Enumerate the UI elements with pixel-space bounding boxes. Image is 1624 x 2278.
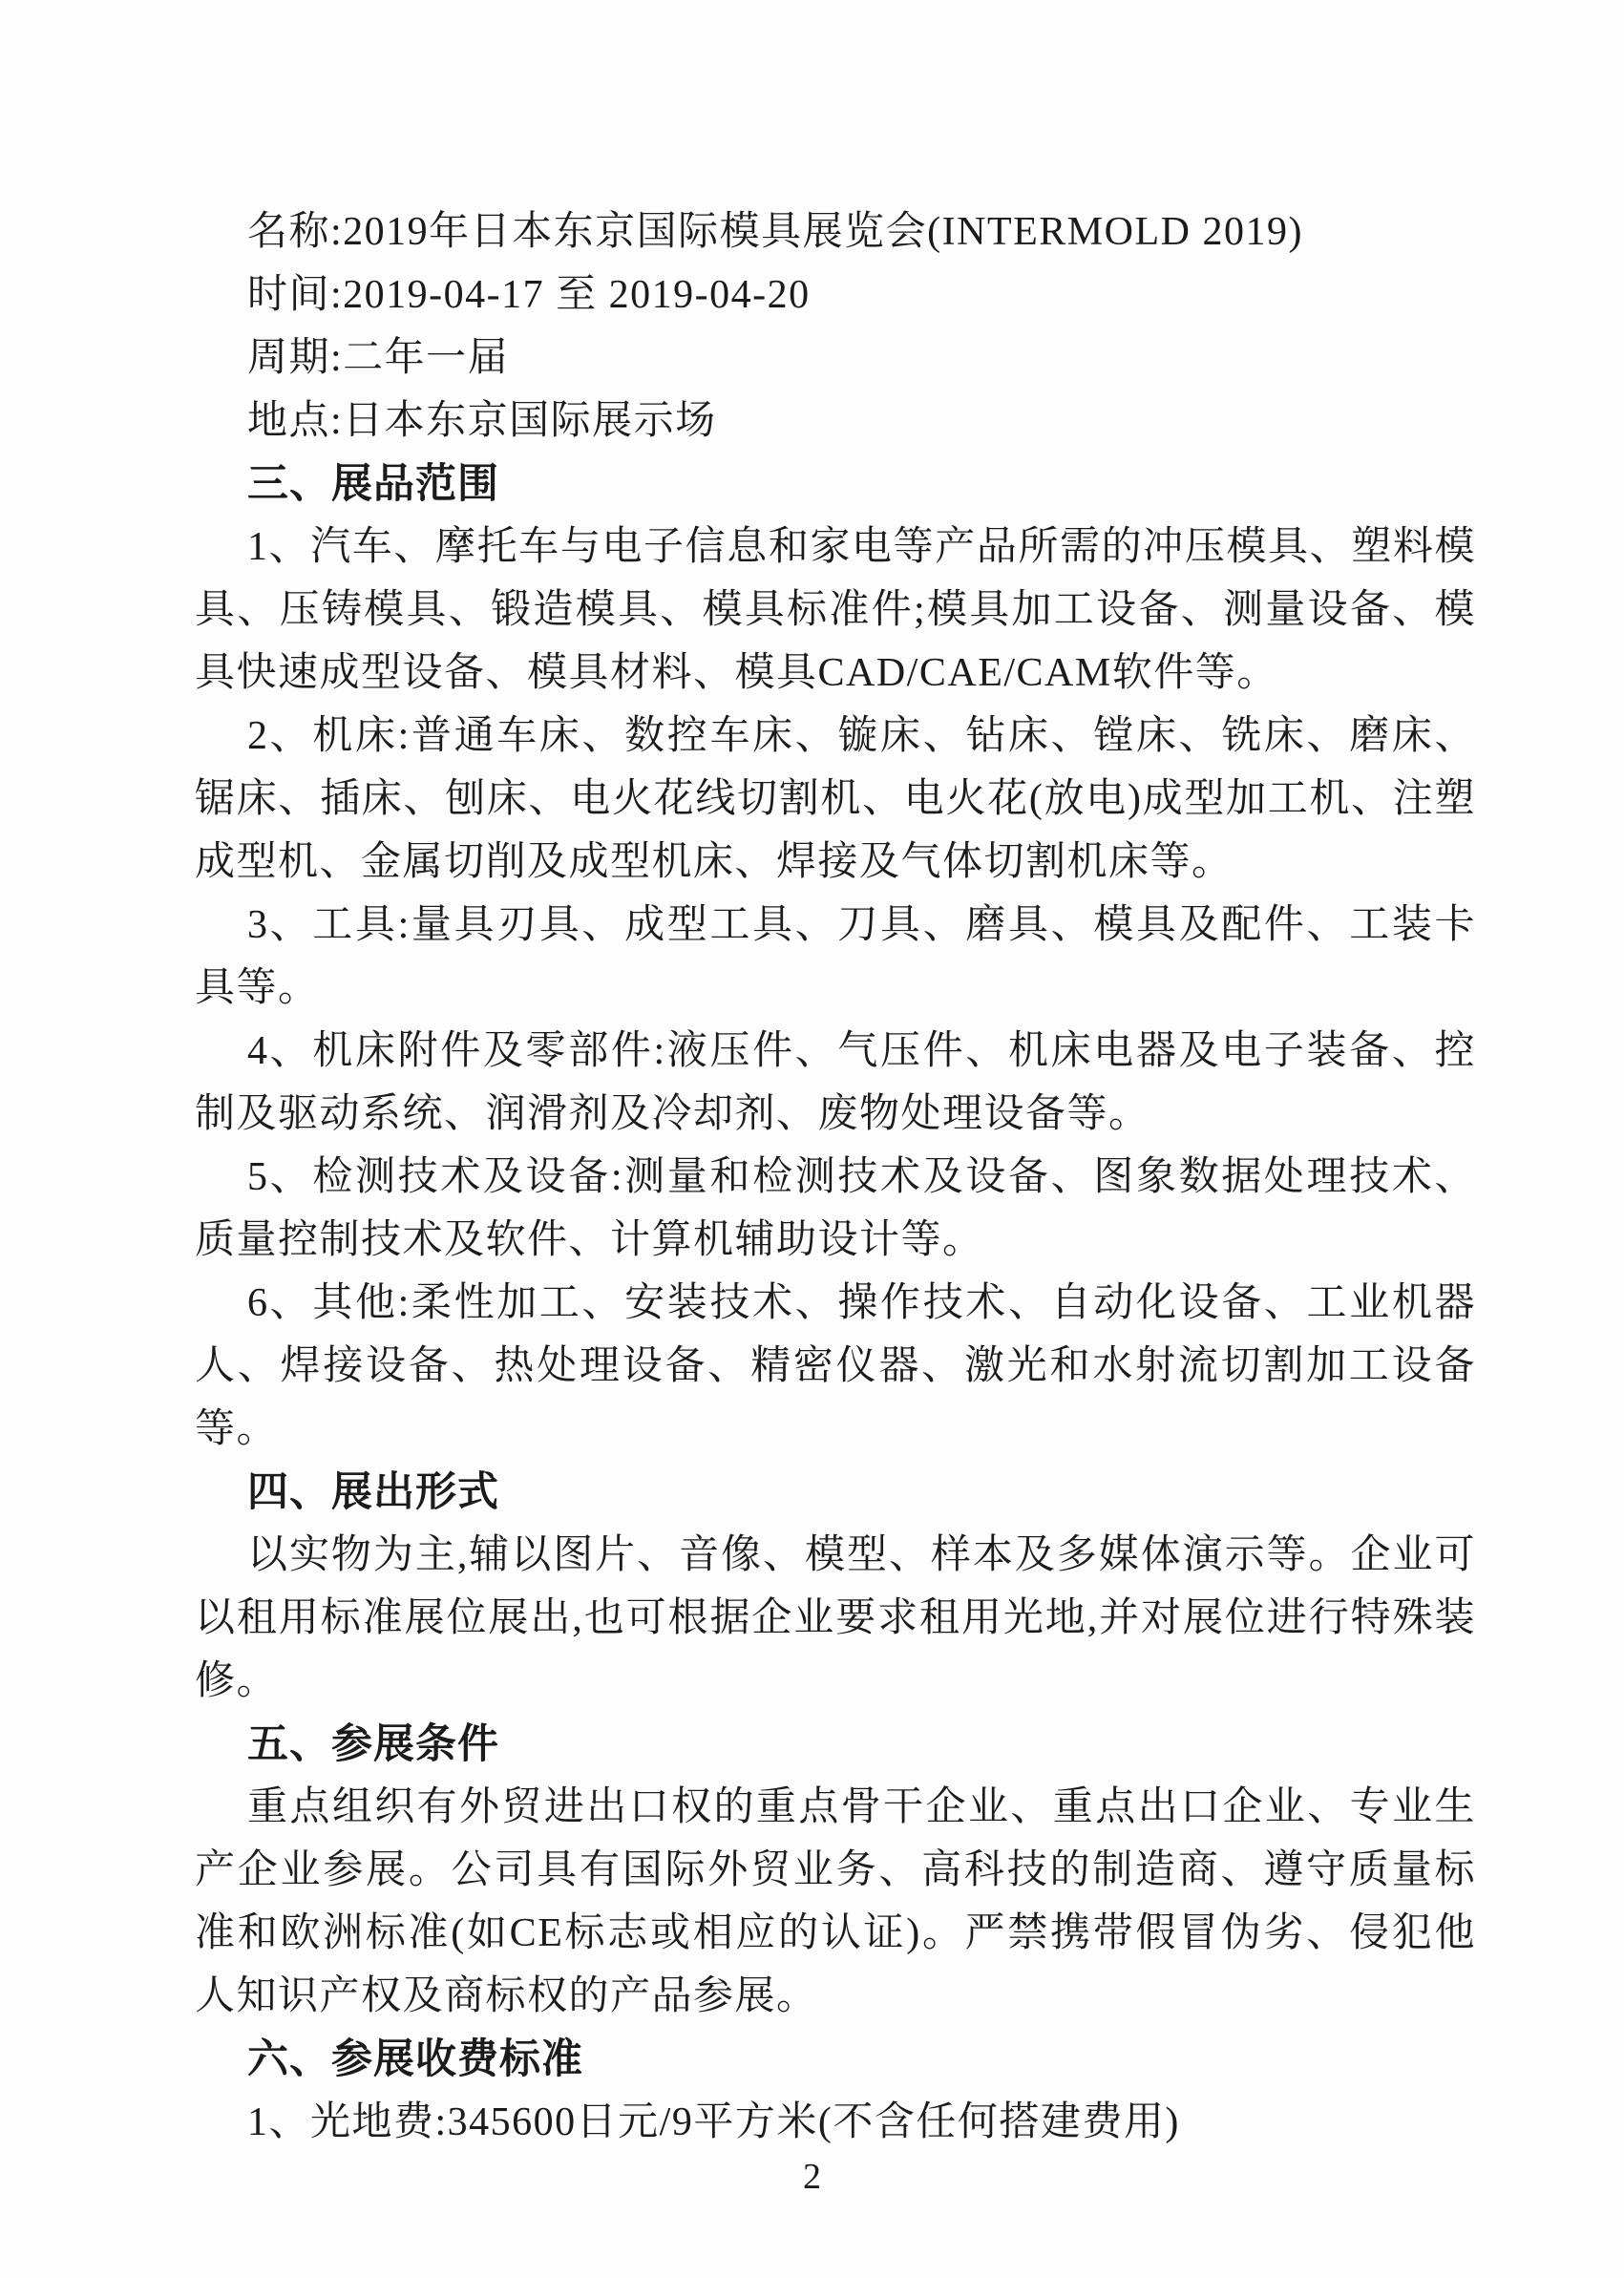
paragraph-exhibit-scope-4: 4、机床附件及零部件:液压件、气压件、机床电器及电子装备、控制及驱动系统、润滑剂及冷却剂、废物处理设备等。	[195, 1029, 1476, 1136]
paragraph-exhibit-scope-1: 1、汽车、摩托车与电子信息和家电等产品所需的冲压模具、塑料模具、压铸模具、锻造模具、模具标准件;模具加工设备、测量设备、模具快速成型设备、模具材料、模具CAD/CAE/CAM软件等。	[195, 525, 1476, 695]
section-heading-exhibit-format: 四、展出形式	[247, 1469, 499, 1515]
paragraph-exhibit-scope-6: 6、其他:柔性加工、安装技术、操作技术、自动化设备、工业机器人、焊接设备、热处理设备、精密仪器、激光和水射流切割加工设备等。	[195, 1281, 1476, 1451]
section-heading-fee-standard: 六、参展收费标准	[247, 2036, 583, 2082]
meta-line-cycle: 周期:二年一届	[247, 336, 510, 380]
paragraph-participation-conditions-1: 重点组织有外贸进出口权的重点骨干企业、重点出口企业、专业生产企业参展。公司具有国际外贸业务、高科技的制造商、遵守质量标准和欧洲标准(如CE标志或相应的认证)。严禁携带假冒伪劣、侵犯他人知识产权及商标权的产品参展。	[195, 1785, 1476, 2018]
paragraph-exhibit-scope-2: 2、机床:普通车床、数控车床、镟床、钻床、镗床、铣床、磨床、锯床、插床、刨床、电火花线切割机、电火花(放电)成型加工机、注塑成型机、金属切削及成型机床、焊接及气体切割机床等。	[195, 714, 1476, 884]
page-number: 2	[803, 2157, 821, 2197]
paragraph-exhibit-scope-3: 3、工具:量具刃具、成型工具、刀具、磨具、模具及配件、工装卡具等。	[195, 903, 1476, 1010]
section-heading-participation-conditions: 五、参展条件	[247, 1721, 499, 1767]
page-content	[195, 200, 1476, 2154]
meta-line-name: 名称:2019年日本东京国际模具展览会(INTERMOLD 2019)	[247, 210, 1303, 254]
meta-line-location: 地点:日本东京国际展示场	[247, 399, 717, 443]
paragraph-exhibit-scope-5: 5、检测技术及设备:测量和检测技术及设备、图象数据处理技术、质量控制技术及软件、计算机辅助设计等。	[195, 1155, 1476, 1262]
paragraph-fee-standard-1: 1、光地费:345600日元/9平方米(不含任何搭建费用)	[247, 2100, 1180, 2144]
paragraph-exhibit-format-1: 以实物为主,辅以图片、音像、模型、样本及多媒体演示等。企业可以租用标准展位展出,也可根据企业要求租用光地,并对展位进行特殊装修。	[195, 1533, 1476, 1703]
section-heading-exhibit-scope: 三、展品范围	[247, 461, 499, 507]
meta-line-time: 时间:2019-04-17 至 2019-04-20	[247, 273, 811, 317]
